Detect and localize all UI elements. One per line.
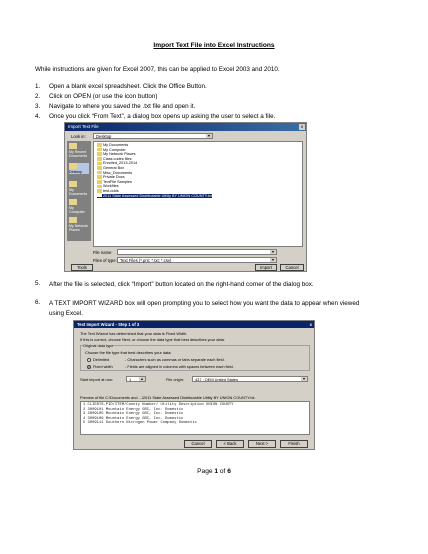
of-word: of: [218, 468, 228, 475]
computer-icon: [69, 199, 77, 205]
list-item[interactable]: Misc_Documents: [97, 171, 132, 176]
folder-icon: [97, 185, 102, 189]
file-origin-label: File origin:: [166, 377, 184, 382]
desktop-icon: [69, 163, 77, 169]
place-documents[interactable]: [69, 181, 89, 196]
import-text-file-dialog: [64, 122, 307, 272]
look-in-value: Desktop: [96, 134, 112, 139]
close-icon[interactable]: x: [309, 322, 312, 327]
step-number: 4.: [35, 113, 41, 120]
chevron-down-icon: ▼: [271, 258, 275, 262]
folder-icon: [97, 143, 102, 147]
list-item[interactable]: Private Docs: [97, 175, 125, 180]
preview-row: 3 3009105 Mountain Energy GRC, Inc. Domestic: [83, 412, 184, 416]
step-text: After the file is selected, click “Import” button located on the right-hand corner of the dialog box.: [49, 281, 314, 288]
preview-row: 5 3009111 Southern Nitrogen Power Company Domestic: [83, 421, 197, 425]
start-row-input[interactable]: 1 ▲: [126, 376, 146, 382]
list-item[interactable]: test-odds: [97, 189, 119, 194]
folder-icon: [97, 189, 102, 193]
place-recent[interactable]: [69, 143, 89, 158]
page-total: 6: [227, 468, 231, 475]
page-word: Page: [197, 468, 215, 475]
preview-row: 2 3009101 Mountain Energy GRC, Inc. Domestic: [83, 407, 184, 412]
cancel-button[interactable]: Cancel: [184, 440, 212, 448]
places-bar: [67, 141, 91, 241]
radio-selected-icon: [87, 365, 91, 369]
folder-icon: [97, 180, 102, 184]
next-button[interactable]: Next >: [248, 440, 276, 448]
step-text: Open a blank excel spreadsheet. Click the Office Button.: [49, 83, 207, 90]
group-label: Original data type: [83, 343, 114, 348]
close-icon[interactable]: x: [300, 124, 304, 129]
place-label: My Documents: [69, 188, 88, 196]
finish-button[interactable]: Finish: [280, 440, 308, 448]
list-item[interactable]: Class codes files: [97, 157, 132, 162]
intro-text: While instructions are given for Excel 2007, this can be applied to Excel 2003 and 2010.: [35, 66, 280, 73]
folder-icon: [97, 171, 102, 175]
text-import-wizard: [73, 320, 315, 450]
page-number: 1: [214, 468, 219, 475]
list-item[interactable]: Enrolled_2013-2014: [97, 161, 137, 166]
step-number: 3.: [35, 103, 41, 110]
fixed-width-desc: - Fields are aligned in columns with spaces between each field.: [125, 364, 234, 369]
dialog-title: Import Text File: [68, 124, 99, 129]
place-label: My Computer: [69, 206, 85, 214]
list-item[interactable]: My Computer: [97, 148, 126, 153]
place-network[interactable]: [69, 217, 89, 232]
place-label: My Network Places: [69, 224, 88, 232]
file-origin-select[interactable]: 437 : OEM United States ▼: [192, 376, 308, 382]
step-text: A TEXT IMPORT WIZARD box will open prompting you to select how you want the data to appear when viewed using Excel.: [49, 300, 360, 317]
step-number: 6.: [35, 299, 41, 306]
delimited-desc: - Characters such as commas or tabs separate each field.: [125, 357, 225, 362]
text-file-icon: [97, 194, 102, 198]
page-footer: [0, 468, 428, 475]
step-text: Navigate to where you saved the .txt file and open it.: [49, 103, 196, 110]
group-sub: Choose the file type that best describes your data:: [85, 350, 172, 355]
step-number: 1.: [35, 83, 41, 90]
tools-button[interactable]: Tools: [71, 264, 93, 271]
folder-icon: [97, 148, 102, 152]
step-number: 5.: [35, 280, 41, 287]
wizard-line-1: The Text Wizard has determined that your data is Fixed Width.: [80, 331, 188, 336]
folder-icon: [97, 175, 102, 179]
look-in-label: Look in:: [71, 134, 86, 139]
chevron-down-icon: ▼: [271, 250, 275, 254]
delimited-option[interactable]: Delimited: [87, 357, 109, 362]
back-button[interactable]: < Back: [216, 440, 244, 448]
place-label: My Recent Documents: [69, 150, 88, 158]
file-name-input[interactable]: [117, 249, 277, 255]
list-item[interactable]: General Box: [97, 166, 124, 171]
network-icon: [69, 217, 77, 223]
list-item[interactable]: TextFile Samples: [97, 180, 132, 185]
step-text: Click on OPEN (or use the icon button): [49, 93, 158, 100]
preview-row: 4 3009109 Mountain Energy GRC, Inc. Domestic: [83, 416, 184, 421]
radio-icon: [87, 358, 91, 362]
folder-icon: [97, 157, 102, 161]
file-name-label: File name:: [93, 250, 113, 255]
import-button[interactable]: Import: [255, 264, 277, 271]
dialog-titlebar: [65, 123, 306, 131]
folder-icon: [69, 181, 77, 187]
file-preview[interactable]: [80, 401, 310, 435]
fixed-width-option[interactable]: Fixed width: [87, 364, 113, 369]
wizard-line-2: If this is correct, choose Next, or choose the data type that best describes your data.: [80, 337, 225, 342]
look-in-select[interactable]: [93, 133, 213, 139]
wizard-titlebar: [74, 321, 314, 328]
folder-icon: [69, 143, 77, 149]
files-type-select[interactable]: Text Files (*.prn; *.txt; *.csv) ▼: [117, 257, 277, 263]
original-data-type-group: [80, 345, 310, 371]
document-title: Import Text File into Excel Instructions: [153, 42, 275, 49]
list-item[interactable]: My Documents: [97, 143, 128, 148]
list-item[interactable]: My Network Places: [97, 152, 136, 157]
selected-file[interactable]: 2011 State Assessed Distributable Utility BY UNION COUNTY.txt: [97, 194, 212, 199]
folder-icon: [97, 166, 102, 170]
step-text: Once you click “From Text”, a dialog box opens up asking the user to select a file.: [49, 113, 276, 120]
place-desktop[interactable]: [69, 163, 89, 174]
chevron-down-icon: ▼: [207, 134, 211, 138]
spinner-icon: ▲: [140, 377, 144, 381]
preview-row: 1 CLIENTS-PID/ITEM/County Number/ Utility Description UNION COUNTY: [83, 403, 234, 407]
file-list[interactable]: [93, 141, 303, 247]
folder-icon: [97, 152, 102, 156]
cancel-button[interactable]: Cancel: [280, 264, 304, 271]
wizard-title: Text Import Wizard - Step 1 of 3: [77, 322, 140, 327]
step-number: 2.: [35, 93, 41, 100]
chevron-down-icon: ▼: [302, 377, 306, 381]
start-row-label: Start import at row:: [80, 377, 113, 382]
list-item[interactable]: Workfiles: [97, 184, 119, 189]
place-computer[interactable]: [69, 199, 89, 214]
preview-label: Preview of file C:\Documents and ...\2011 State Assessed Distributable Utility BY UNION COUNTY.txt.: [80, 395, 256, 400]
place-label: Desktop: [69, 170, 83, 174]
folder-icon: [97, 162, 102, 166]
files-type-label: Files of type:: [93, 258, 117, 263]
